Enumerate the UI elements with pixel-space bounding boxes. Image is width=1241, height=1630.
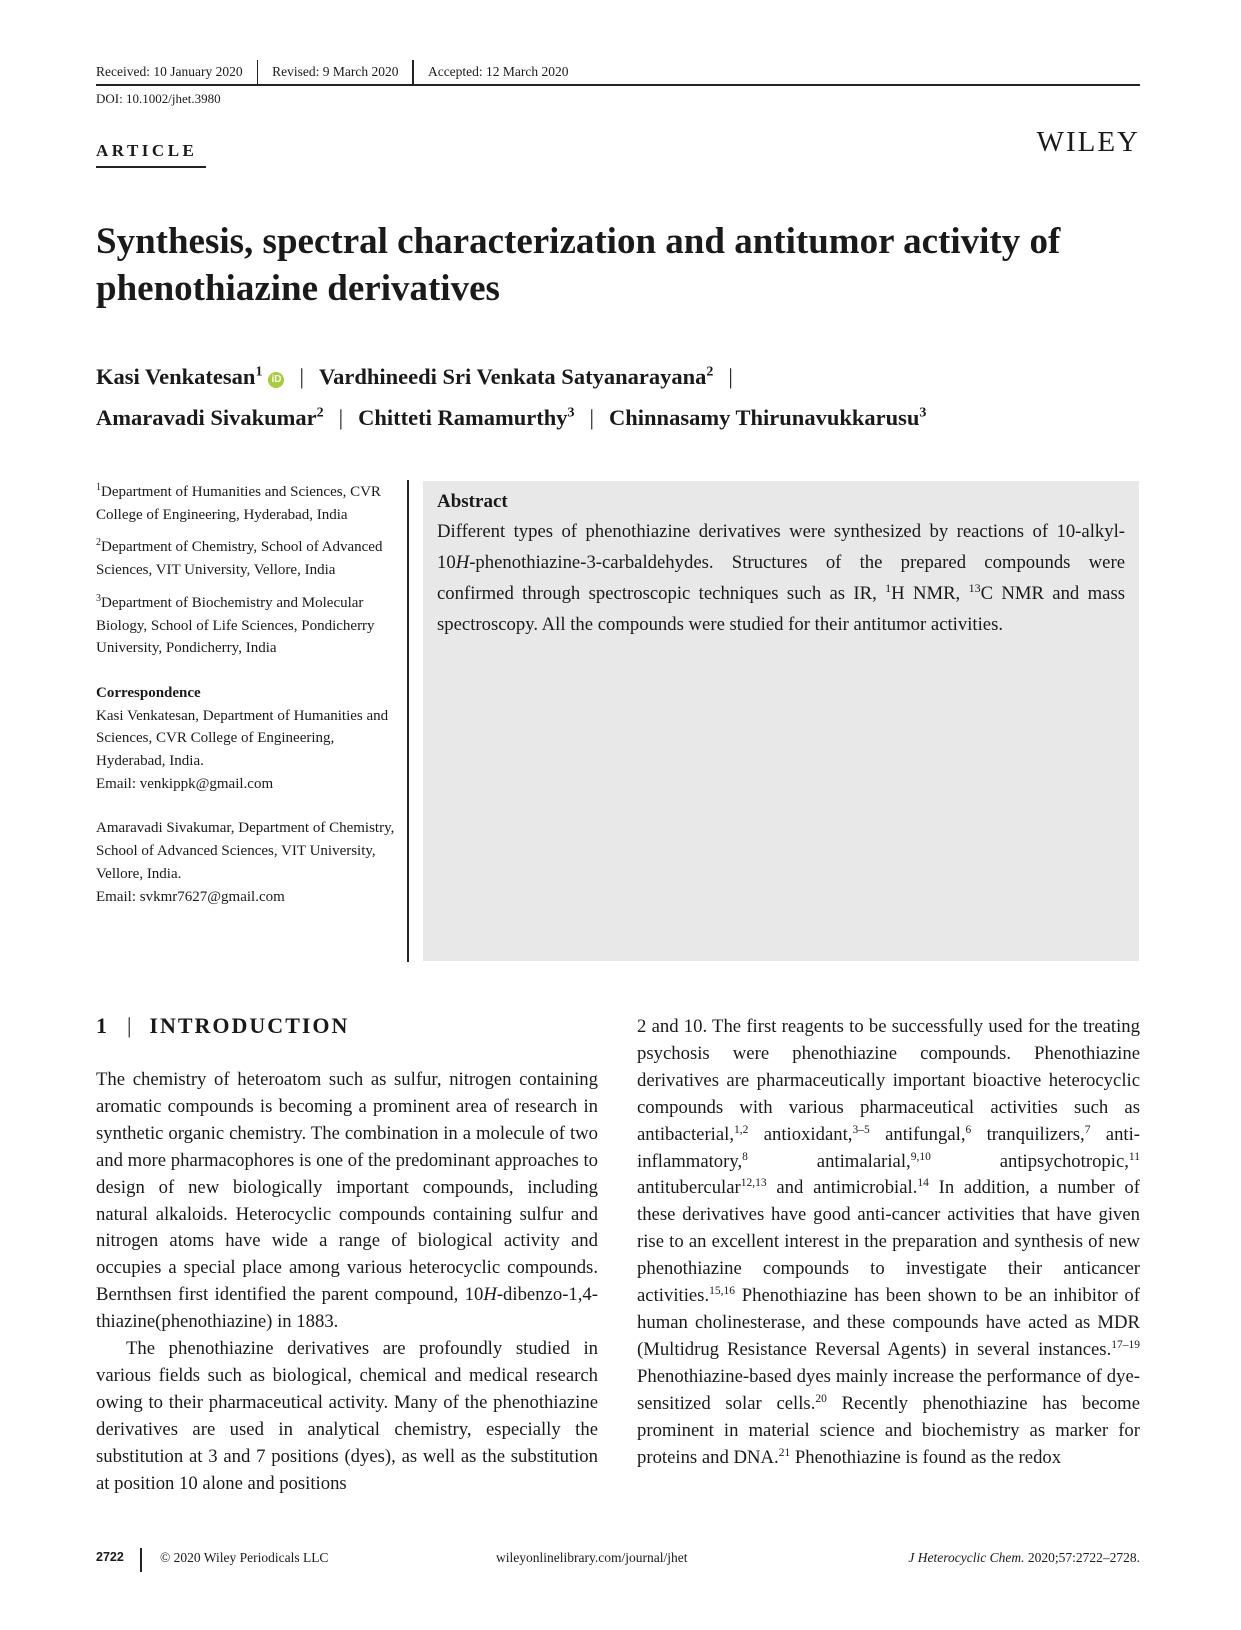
intro-left-column bbox=[96, 1067, 598, 1498]
author-name[interactable]: Chinnasamy Thirunavukkarusu bbox=[609, 405, 920, 430]
article-underline bbox=[96, 166, 206, 168]
email-link[interactable]: Email: venkippk@gmail.com bbox=[96, 775, 274, 792]
divider bbox=[140, 1548, 142, 1572]
citation[interactable]: 20 bbox=[815, 1392, 827, 1405]
page-footer bbox=[96, 1548, 1140, 1572]
citation[interactable]: 9,10 bbox=[910, 1150, 931, 1163]
correspondence-entry: Kasi Venkatesan, Department of Humanities and Sciences, CVR College of Engineering, Hyderabad, India. Email: venkippk@gmail.com bbox=[96, 707, 389, 792]
affiliation-marker: 1 bbox=[255, 364, 263, 380]
affiliation-marker: 2 bbox=[706, 364, 714, 380]
citation[interactable]: 8 bbox=[742, 1150, 748, 1163]
affiliation: $^1$Department of Humanities and Sciences, CVR College of Engineering, Hyderabad, India bbox=[96, 482, 381, 523]
correspondence-heading: Correspondence bbox=[96, 684, 201, 701]
affiliation: $^3$Department of Biochemistry and Molecular Biology, School of Life Sciences, Pondicherry University, Pondicherry, India bbox=[96, 592, 375, 657]
affiliation-marker: 2 bbox=[316, 405, 324, 421]
citation[interactable]: 7 bbox=[1084, 1123, 1091, 1136]
journal-citation: J Heterocyclic Chem. 2020;57:2722–2728. bbox=[908, 1550, 1140, 1565]
dates-row bbox=[96, 60, 583, 84]
abstract-heading: Abstract bbox=[437, 491, 508, 512]
orcid-icon[interactable]: iD bbox=[268, 372, 284, 388]
author-list: Kasi Venkatesan$^1$ iD | Vardhineedi Sri Venkata Satyanarayana$^2$ | Amaravadi Sivakumar$^2$ | Chitteti Ramamurthy$^3$ | Chinnasamy Thirunavukkarusu$^3$ bbox=[96, 364, 927, 430]
correspondence-entry: Amaravadi Sivakumar, Department of Chemistry, School of Advanced Sciences, VIT University, Vellore, India. Email: svkmr7627@gmail.com bbox=[96, 820, 395, 905]
sidebar-rule bbox=[407, 480, 409, 962]
citation[interactable]: 6 bbox=[965, 1123, 972, 1136]
header-rule bbox=[96, 84, 1140, 86]
affiliation-marker: 3 bbox=[567, 405, 575, 421]
affiliation: $^2$Department of Chemistry, School of Advanced Sciences, VIT University, Vellore, India bbox=[96, 537, 383, 579]
paper-title: Synthesis, spectral characterization and antitumor activity of phenothiazine derivatives bbox=[96, 221, 1061, 309]
abstract-box bbox=[423, 481, 1139, 961]
citation[interactable]: 3–5 bbox=[852, 1123, 870, 1136]
intro-right-column bbox=[637, 1014, 1140, 1471]
accepted-date: Accepted: 12 March 2020 bbox=[427, 64, 569, 79]
citation[interactable]: 14 bbox=[917, 1177, 929, 1190]
received-date: Received: 10 January 2020 bbox=[96, 64, 243, 79]
section-heading: 1 | INTRODUCTION bbox=[96, 1013, 350, 1038]
copyright: © 2020 Wiley Periodicals LLC bbox=[160, 1550, 329, 1565]
paragraph: The chemistry of heteroatom such as sulfur, nitrogen containing aromatic compounds is becoming a prominent area of research in synthetic organic chemistry. The combination in a molecule of two and more pharmacophores is one of the predominant approaches to design of new biologically important compounds, including natural alkaloids. Heterocyclic compounds containing sulfur and nitrogen atoms have wide a range of biological activity and occupies a special place among various heterocyclic compounds. Bernthsen first identified the parent compound, 10H-dibenzo-1,4-thiazine(phenothiazine) in 1883. bbox=[96, 1069, 598, 1333]
citation[interactable]: 11 bbox=[1128, 1150, 1140, 1163]
affiliations-sidebar bbox=[96, 477, 396, 908]
paragraph: 2 and 10. The first reagents to be successfully used for the treating psychosis were phenothiazine compounds. Phenothiazine derivatives are pharmaceutically important bioactive heterocyclic compounds with various pharmaceutical activities such as antibacterial,$^{1,2}$ antioxidant,$^{3-5}$ antifungal,$^6$ tranquilizers,$^7$ anti-inflammatory,$^8$ antimalarial,$^{9,10}$ antipsychotropic,$^{11}$ antitubercular$^{12,13}$ and antimicrobial.$^{14}$ In addition, a number of these derivatives have good anti-cancer activities that have given rise to an excellent interest in the preparation and synthesis of new phenothiazine compounds to investigate their anticancer activities.$^{15,16}$ Phenothiazine has been shown to be an inhibitor of human cholinesterase, and these compounds have acted as MDR (Multidrug Resistance Reversal Agents) in several instances.$^{17-19}$ Phenothiazine-based dyes mainly increase the performance of dye-sensitized solar cells.$^{20}$ Recently phenothiazine has become prominent in material science and biochemistry as marker for proteins and DNA.$^{21}$ Phenothiazine is found as the redox bbox=[637, 1016, 1141, 1468]
doi[interactable]: DOI: 10.1002/jhet.3980 bbox=[96, 91, 221, 106]
author-name[interactable]: Kasi Venkatesan bbox=[96, 364, 256, 389]
page-number: 2722 bbox=[96, 1550, 124, 1564]
author-name[interactable]: Chitteti Ramamurthy bbox=[358, 405, 568, 430]
citation[interactable]: 15,16 bbox=[709, 1284, 736, 1297]
affiliation-marker: 3 bbox=[919, 405, 927, 421]
publisher-logo: WILEY bbox=[1036, 126, 1140, 158]
revised-date: Revised: 9 March 2020 bbox=[272, 64, 399, 79]
author-name[interactable]: Vardhineedi Sri Venkata Satyanarayana bbox=[318, 364, 707, 389]
citation[interactable]: 21 bbox=[778, 1446, 791, 1459]
journal-url[interactable]: wileyonlinelibrary.com/journal/jhet bbox=[496, 1550, 688, 1565]
author-name[interactable]: Amaravadi Sivakumar bbox=[96, 405, 317, 430]
citation[interactable]: 1,2 bbox=[734, 1123, 749, 1136]
abstract-text: Different types of phenothiazine derivatives were synthesized by reactions of 10-alkyl-10H-phenothiazine-3-carbaldehydes. Structures of the prepared compounds were confirmed through spectroscopic techniques such as IR, $^1$H NMR, $^{13}$C NMR and mass spectroscopy. All the compounds were studied for their antitumor activities. bbox=[437, 521, 1125, 635]
article-type-label: ARTICLE bbox=[96, 141, 198, 160]
email-link[interactable]: Email: svkmr7627@gmail.com bbox=[96, 888, 285, 905]
citation[interactable]: 12,13 bbox=[740, 1177, 767, 1190]
citation[interactable]: 17–19 bbox=[1111, 1338, 1140, 1351]
paragraph: The phenothiazine derivatives are profoundly studied in various fields such as biological, chemical and medical research owing to their pharmaceutical activity. Many of the phenothiazine derivatives are used in analytical chemistry, especially the substitution at 3 and 7 positions (dyes), as well as the substitution at position 10 alone and positions bbox=[96, 1338, 598, 1494]
